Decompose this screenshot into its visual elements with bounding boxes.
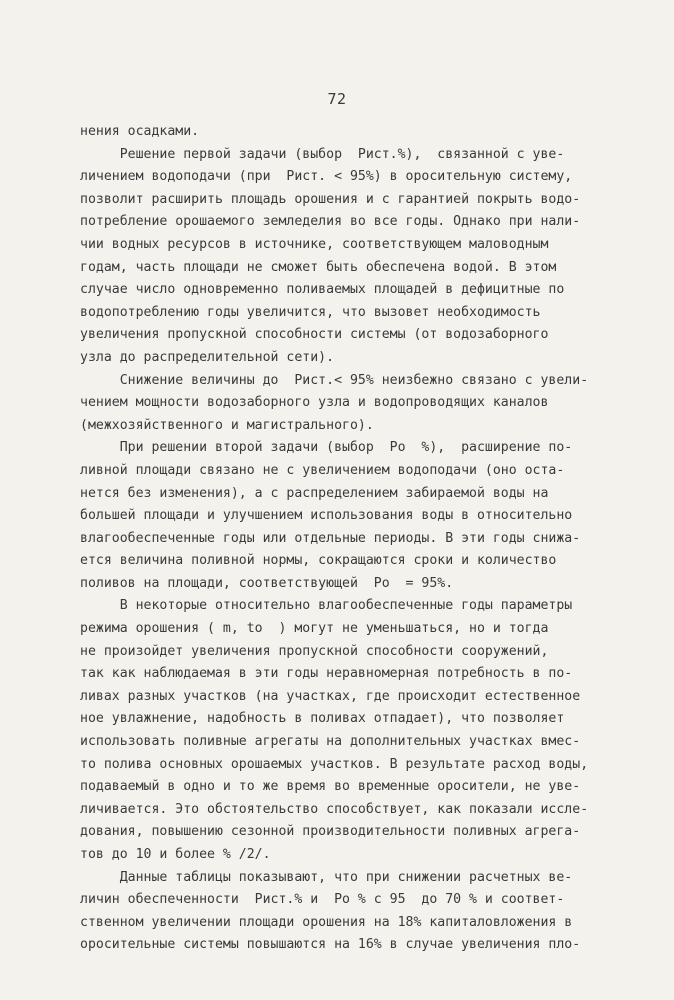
text-line: так как наблюдаемая в эти годы неравномерная потребность в по- — [80, 666, 573, 682]
text-line: личивается. Это обстоятельство способствует, как показали иссле- — [80, 801, 589, 817]
text-line: водопотреблению годы увеличится, что вызовет необходимость — [80, 304, 541, 320]
text-line: чением мощности водозаборного узла и водопроводящих каналов — [80, 395, 549, 411]
text-line: годам, часть площади не сможет быть обеспечена водой. В этом — [80, 259, 557, 275]
page-number: 72 — [327, 90, 347, 108]
text-line: чии водных ресурсов в источнике, соответствующем маловодным — [80, 236, 549, 252]
text-line: случае число одновременно поливаемых площадей в дефицитные по — [80, 282, 565, 298]
text-line: В некоторые относительно влагообеспеченные годы параметры — [80, 598, 573, 614]
text-line: ственном увеличении площади орошения на 18% капиталовложения в — [80, 914, 573, 930]
text-line: тов до 10 и более % /2/. — [80, 847, 271, 862]
text-line: то полива основных орошаемых участков. В результате расход воды, — [80, 756, 589, 772]
text-line: личением водоподачи (при Рист. < 95%) в оросительную систему, — [80, 169, 573, 185]
text-line: Решение первой задачи (выбор Рист.%), связанной с уве- — [80, 146, 565, 162]
text-line: ливах разных участков (на участках, где происходит естественное — [80, 688, 581, 704]
text-line: нется без изменения), а с распределением забираемой воды на — [80, 485, 549, 501]
text-line: дования, повышению сезонной производительности поливных агрега- — [80, 824, 581, 840]
text-line: ное увлажнение, надобность в поливах отпадает), что позволяет — [80, 711, 565, 727]
body-text — [80, 121, 640, 957]
text-line: режима орошения ( m, to ) могут не уменьшаться, но и тогда — [80, 621, 549, 637]
text-line: ется величина поливной нормы, сокращаются сроки и количество — [80, 553, 557, 569]
text-line: потребление орошаемого земледелия во все годы. Однако при нали- — [80, 214, 581, 230]
text-line: При решении второй задачи (выбор Ро %), расширение по- — [80, 440, 573, 456]
text-line: большей площади и улучшением использования воды в относительно — [80, 508, 573, 524]
text-line: Данные таблицы показывают, что при снижении расчетных ве- — [80, 869, 573, 885]
text-line: увеличения пропускной способности системы (от водозаборного — [80, 327, 549, 343]
text-line: использовать поливные агрегаты на дополнительных участках вмес- — [80, 734, 581, 750]
text-line: подаваемый в одно и то же время во временные оросители, не уве- — [80, 779, 581, 795]
text-line: позволит расширить площадь орошения и с гарантией покрыть водо- — [80, 191, 581, 207]
text-line: узла до распределительной сети). — [80, 349, 335, 365]
text-line: (межхозяйственного и магистрального). — [80, 417, 374, 433]
text-line: личин обеспеченности Рист.% и Ро % с 95 до 70 % и соответ- — [80, 892, 565, 908]
text-line: влагообеспеченные годы или отдельные периоды. В эти годы снижа- — [80, 530, 581, 546]
text-line: Снижение величины до Рист.< 95% неизбежно связано с увели- — [80, 372, 589, 388]
text-line: не произойдет увеличения пропускной способности сооружений, — [80, 643, 549, 659]
text-line: оросительные системы повышаются на 16% в случае увеличения пло- — [80, 937, 581, 953]
text-line: ливной площади связано не с увеличением водоподачи (оно оста- — [80, 462, 565, 478]
text-line: поливов на площади, соответствующей Ро = 95%. — [80, 575, 454, 591]
text-line: нения осадками. — [80, 124, 200, 139]
